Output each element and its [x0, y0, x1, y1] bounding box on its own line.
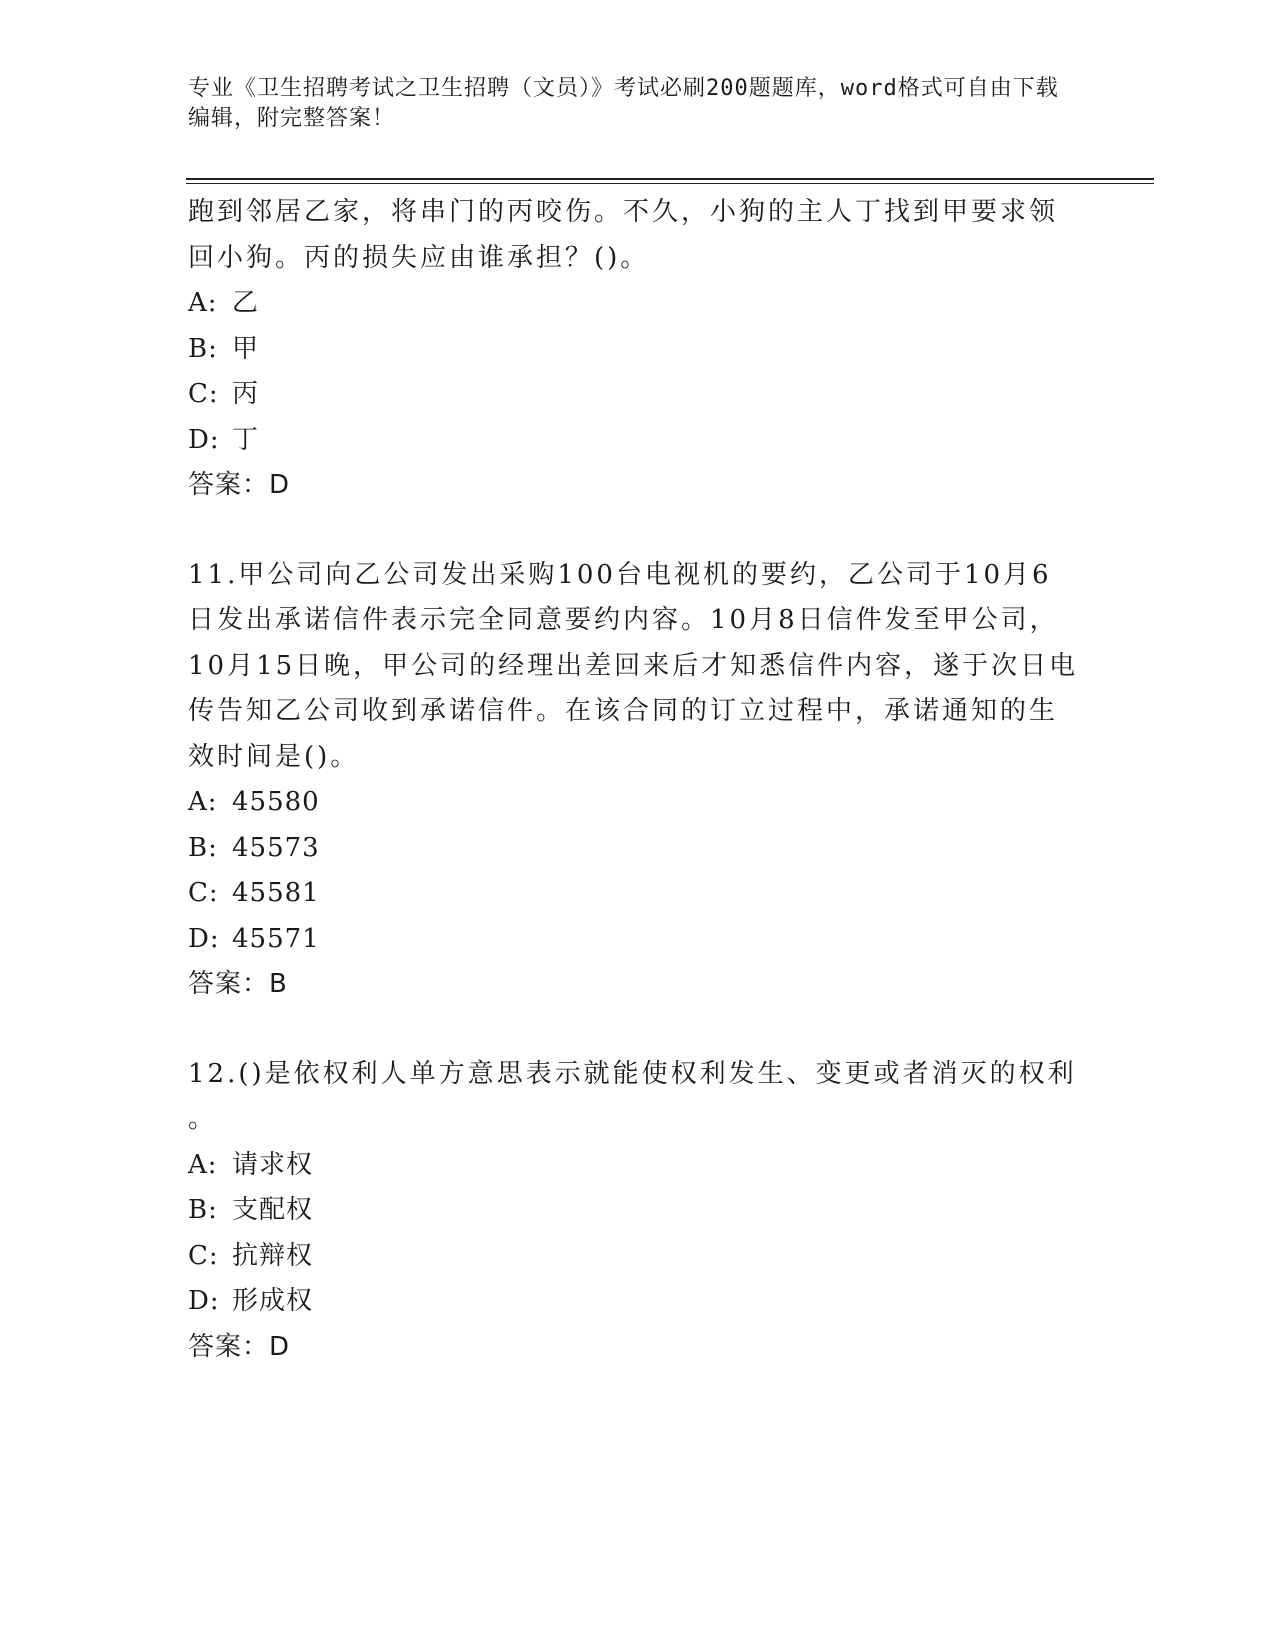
option-text: 甲: [232, 333, 260, 364]
option-letter: D:: [188, 424, 220, 455]
option-d: [188, 418, 1088, 464]
option-letter: A:: [188, 787, 218, 817]
spacer: [188, 509, 1088, 553]
question-list: [188, 190, 1088, 1370]
option-text: 45580: [232, 787, 320, 817]
option-text: 乙: [232, 288, 260, 318]
option-d: [188, 1279, 1088, 1325]
header-divider-thick: [186, 178, 1154, 180]
option-letter: B:: [188, 333, 218, 364]
answer-line: 答案：B: [188, 969, 288, 999]
option-a: [188, 780, 1088, 826]
option-text: 形成权: [232, 1286, 314, 1316]
option-a: [188, 1143, 1088, 1189]
option-text: 丁: [232, 424, 260, 455]
question-line: 传告知乙公司收到承诺信件。在该合同的订立过程中，承诺通知的生: [188, 696, 1059, 726]
option-a: [188, 281, 1088, 327]
question-line: 11.甲公司向乙公司发出采购100台电视机的要约，乙公司于10月6: [188, 559, 1052, 590]
answer-line: 答案：D: [188, 470, 291, 500]
option-letter: C:: [188, 878, 219, 908]
option-text: 请求权: [232, 1149, 314, 1180]
option-letter: B:: [188, 1195, 218, 1225]
option-c: [188, 871, 1088, 917]
question-item: [188, 190, 1088, 509]
option-c: [188, 372, 1088, 418]
option-text: 支配权: [232, 1195, 314, 1225]
option-letter: B:: [188, 832, 218, 863]
option-b: [188, 1188, 1088, 1234]
option-text: 丙: [232, 379, 260, 409]
option-d: [188, 917, 1088, 963]
question-line: 效时间是()。: [188, 741, 360, 772]
option-letter: D:: [188, 923, 220, 954]
option-letter: C:: [188, 379, 219, 409]
question-line: 日发出承诺信件表示完全同意要约内容。10月8日信件发至甲公司，: [188, 605, 1059, 635]
answer-line: 答案：D: [188, 1331, 291, 1362]
header-divider-thin: [186, 183, 1154, 184]
question-line: 10月15日晚，甲公司的经理出差回来后才知悉信件内容，遂于次日电: [188, 650, 1079, 681]
spacer: [188, 1008, 1088, 1052]
option-text: 45571: [232, 923, 320, 954]
option-letter: A:: [188, 1149, 218, 1180]
question-line: 回小狗。丙的损失应由谁承担？()。: [188, 242, 650, 273]
option-text: 45573: [232, 832, 320, 863]
option-text: 45581: [232, 878, 320, 908]
question-item: [188, 1052, 1088, 1371]
document-header: 专业《卫生招聘考试之卫生招聘（文员）》考试必刷200题题库，word格式可自由下载编辑，附完整答案！: [188, 76, 1059, 131]
option-text: 抗辩权: [232, 1240, 314, 1271]
option-letter: D:: [188, 1286, 220, 1316]
option-c: [188, 1234, 1088, 1280]
option-b: [188, 826, 1088, 872]
option-letter: C:: [188, 1240, 219, 1271]
question-line: 。: [188, 1104, 218, 1134]
option-letter: A:: [188, 288, 218, 318]
option-b: [188, 327, 1088, 373]
question-item: [188, 553, 1088, 1008]
question-line: 跑到邻居乙家，将串门的丙咬伤。不久，小狗的主人丁找到甲要求领: [188, 197, 1059, 227]
question-line: 12.()是依权利人单方意思表示就能使权利发生、变更或者消灭的权利: [188, 1058, 1077, 1089]
